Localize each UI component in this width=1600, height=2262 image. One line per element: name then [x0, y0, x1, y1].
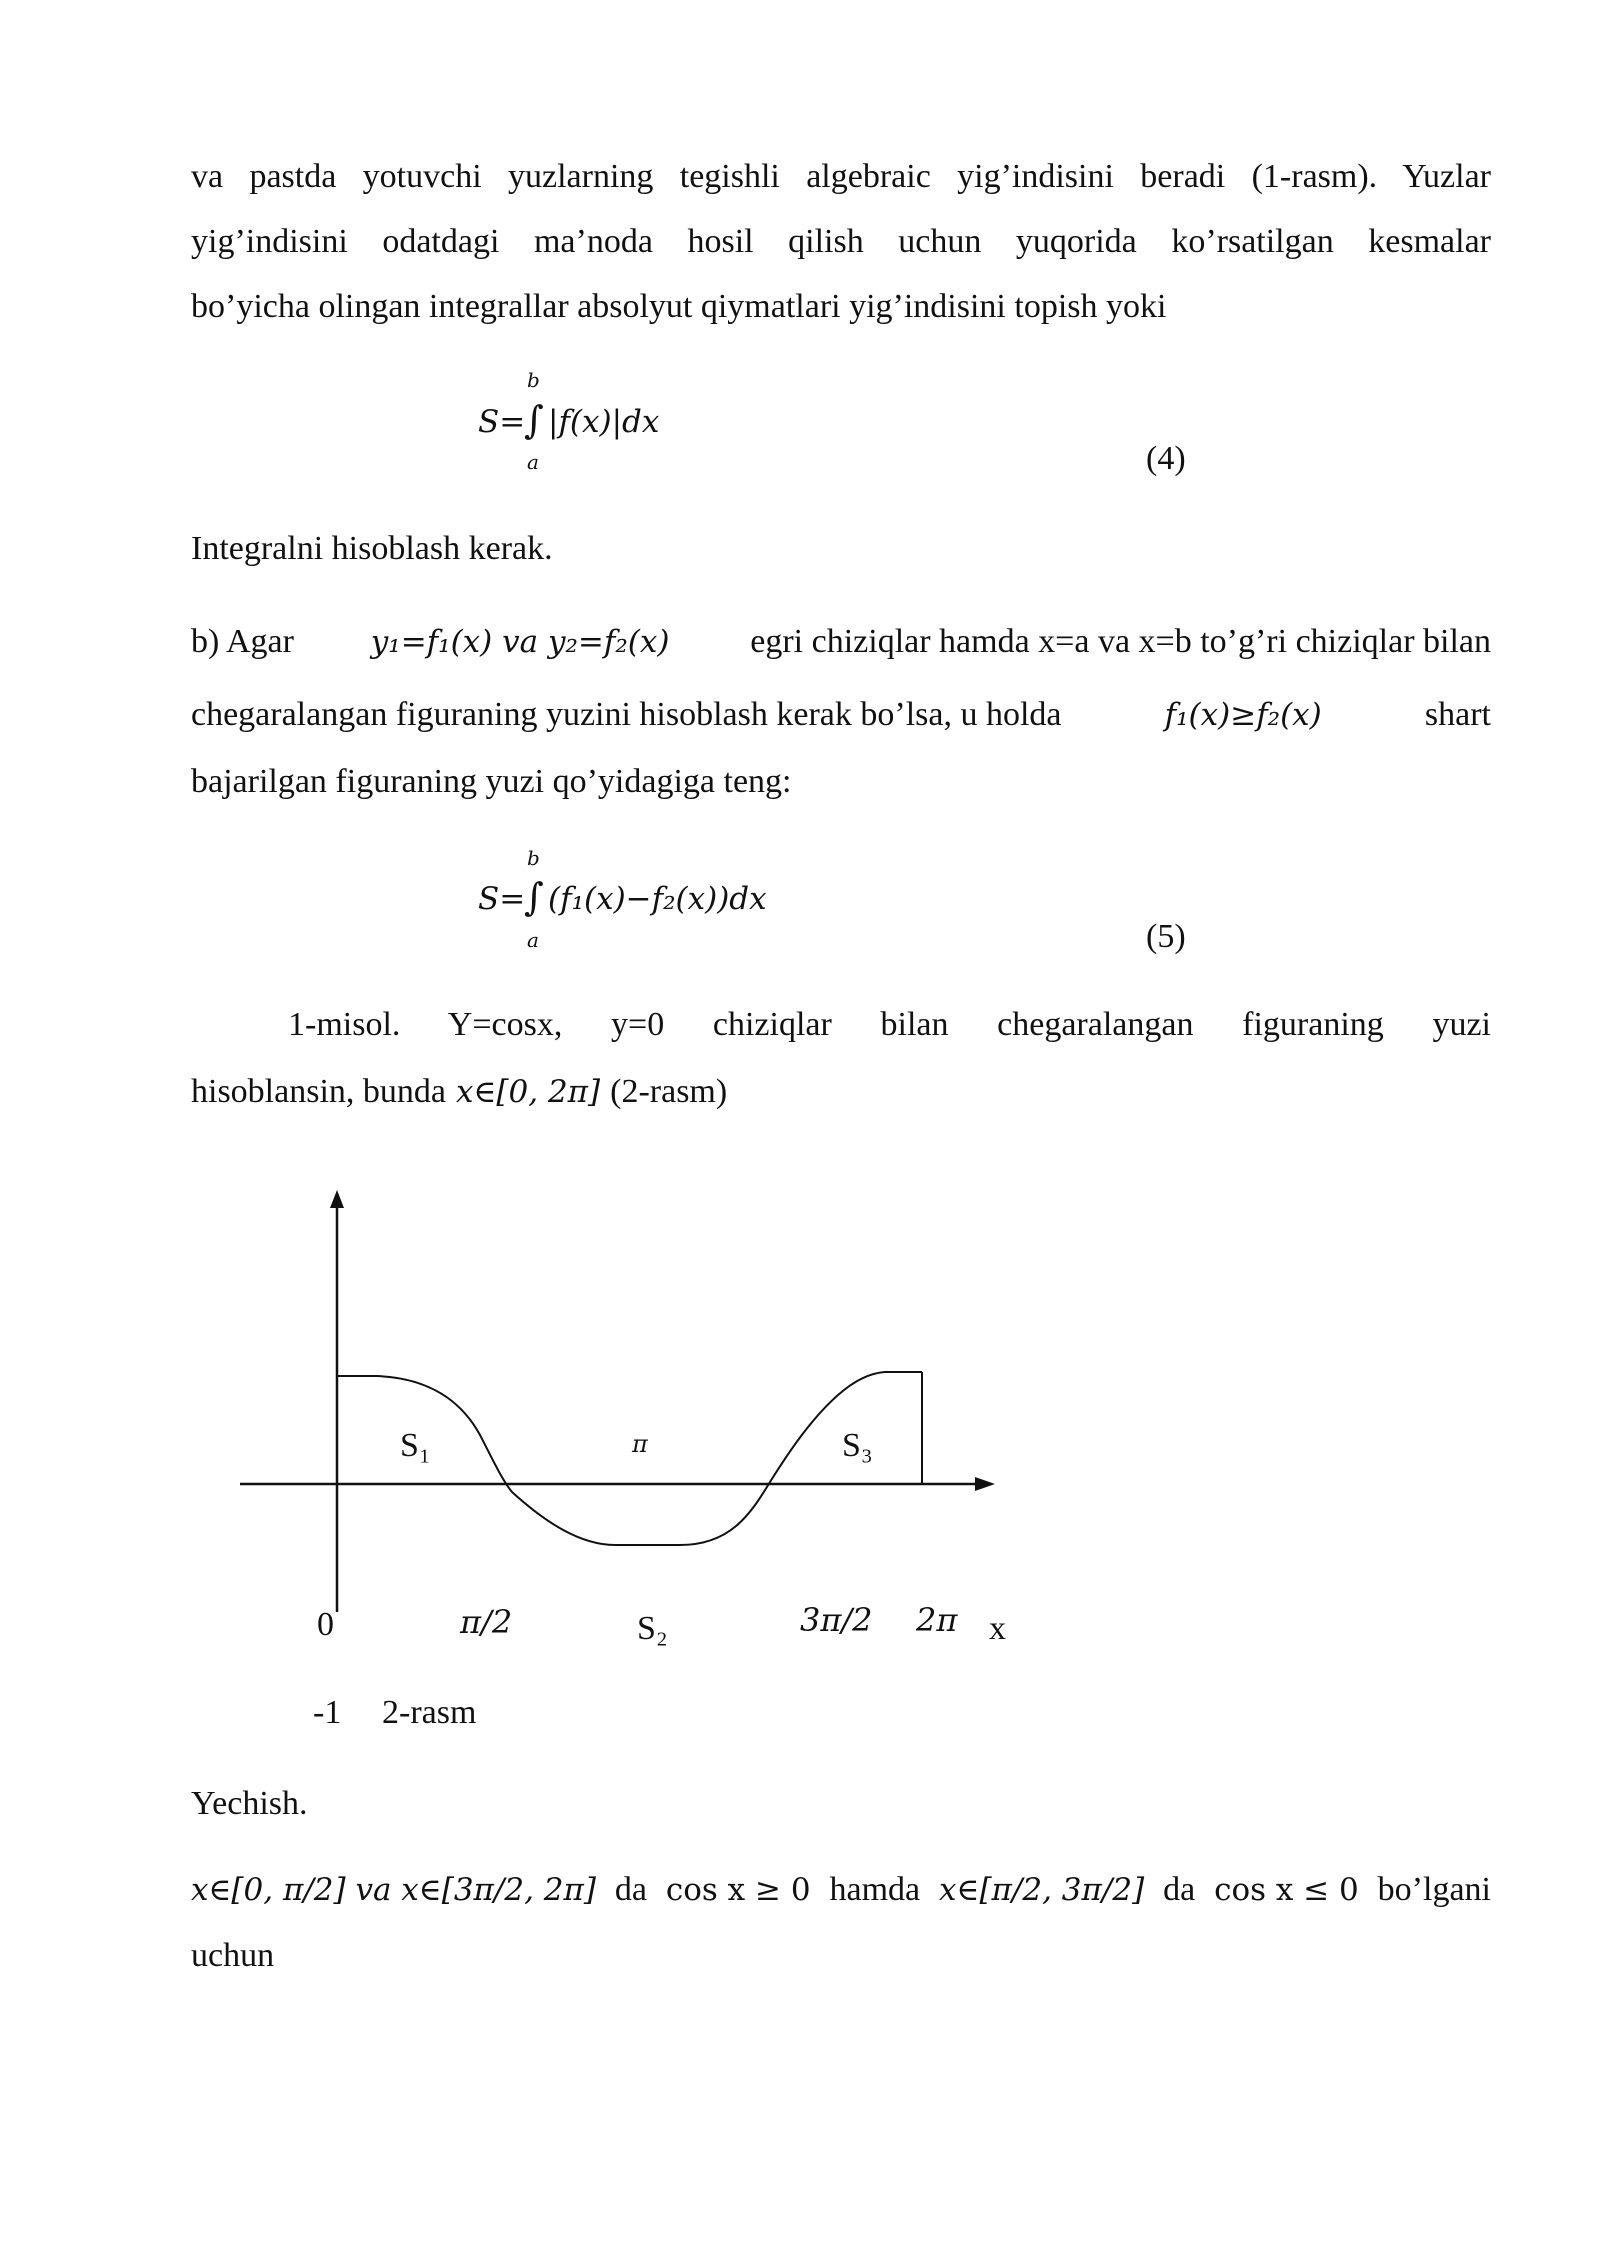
solution-math-intervals-1: x∈[0, π/2] va x∈[3π/2, 2π] — [191, 1872, 596, 1908]
solution-cond-positive: cos x ≥ 0 — [665, 1872, 811, 1908]
eq4-lower-limit: a — [527, 450, 539, 474]
solution-end: bo’lgani — [1377, 1871, 1491, 1908]
solution-da-1: da — [614, 1871, 647, 1908]
solution-da-2: da — [1163, 1871, 1196, 1908]
y-axis-arrow-icon — [330, 1190, 344, 1208]
solution-line2: uchun — [191, 1937, 275, 1974]
label-half-pi: π/2 — [460, 1603, 513, 1641]
para3-math-y1-y2: y₁=f₁(x) va y₂=f₂(x) — [370, 624, 670, 660]
eq5-body: (f₁(x)−f₂(x))dx — [548, 881, 767, 917]
eq5-number: (5) — [1146, 918, 1186, 955]
solution-cond-negative: cos x ≤ 0 — [1214, 1872, 1359, 1908]
para1-line3: bo’yicha olingan integrallar absolyut qiymatlari yig’indisini topish yoki — [191, 288, 1167, 325]
label-s1: S₁ — [400, 1427, 431, 1464]
example-line2-end: (2-rasm) — [610, 1073, 728, 1110]
label-minus-one: -1 — [313, 1694, 342, 1731]
para1-line2: yig’indisini odatdagi ma’noda hosil qilish uchun yuqorida ko’rsatilgan kesmalar — [191, 223, 1491, 260]
solution-line1 — [191, 1868, 1491, 1912]
eq5-lhs: S= — [478, 881, 526, 917]
label-pi-mid: π — [632, 1430, 648, 1458]
label-zero: 0 — [317, 1606, 334, 1643]
solution-hamda: hamda — [829, 1871, 921, 1908]
para3-math-inequality: f₁(x)≥f₂(x) — [1164, 697, 1322, 733]
para2: Integralni hisoblash kerak. — [191, 530, 553, 567]
label-x: x — [989, 1610, 1006, 1647]
example-line2-start: hisoblansin, bunda — [191, 1073, 446, 1110]
para3-line1-end: egri chiziqlar hamda x=a va x=b to’g’ri chiziqlar bilan — [750, 623, 1491, 660]
example-line1: 1-misol. Y=cosx, y=0 chiziqlar bilan chegaralangan figuraning yuzi — [288, 1006, 1491, 1043]
eq4-lhs: S= — [478, 404, 526, 440]
para3-line3: bajarilgan figuraning yuzi qo’yidagiga teng: — [191, 763, 792, 800]
eq5-lower-limit: a — [527, 928, 539, 952]
label-s3: S₃ — [842, 1427, 873, 1464]
eq5-integral-sign: ∫ — [524, 875, 544, 919]
label-three-half-pi: 3π/2 — [800, 1601, 873, 1639]
label-two-pi: 2π — [916, 1601, 958, 1639]
para3-line2-end: shart — [1424, 696, 1491, 733]
para3-line1-start: b) Agar — [191, 623, 294, 660]
para1-line1: va pastda yotuvchi yuzlarning tegishli algebraic yig’indisini beradi (1-rasm). Yuzlar — [191, 158, 1491, 195]
eq4-number: (4) — [1146, 440, 1186, 477]
eq4-body: |f(x)|dx — [548, 404, 660, 440]
figure-caption: 2-rasm — [382, 1694, 477, 1731]
para3-line2-start: chegaralangan figuraning yuzini hisoblash kerak bo’lsa, u holda — [191, 696, 1062, 733]
label-s2: S₂ — [637, 1610, 668, 1647]
solution-heading: Yechish. — [191, 1785, 308, 1822]
example-math-interval: x∈[0, 2π] — [455, 1074, 601, 1110]
eq4-integral-sign: ∫ — [524, 398, 544, 442]
solution-math-interval-2: x∈[π/2, 3π/2] — [939, 1872, 1145, 1908]
eq5-upper-limit: b — [527, 846, 540, 870]
x-axis-arrow-icon — [975, 1477, 995, 1491]
eq4-upper-limit: b — [527, 368, 540, 392]
